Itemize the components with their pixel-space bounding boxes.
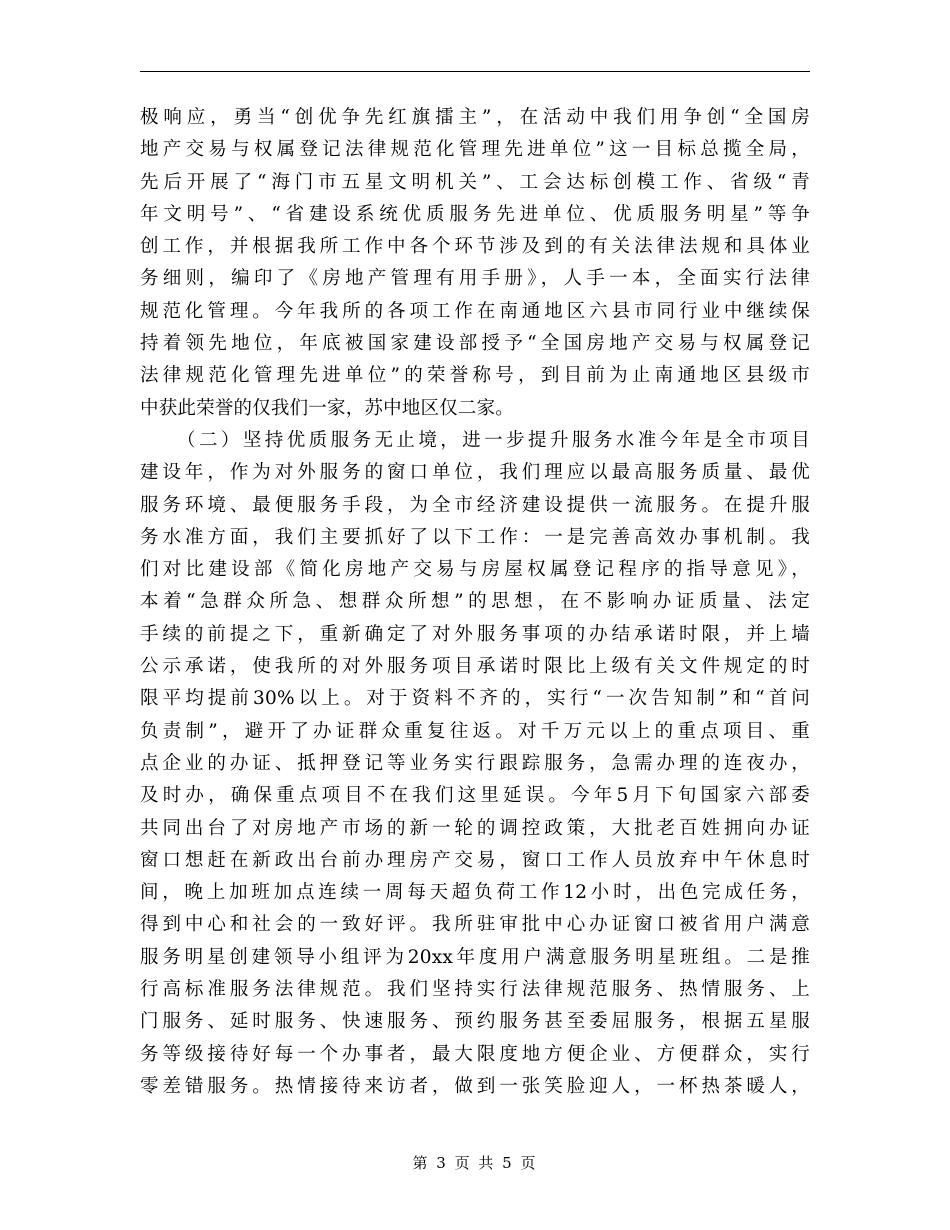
text-line: 建设年，作为对外服务的窗口单位，我们理应以最高服务质量、最优 (140, 462, 810, 484)
text-line: 持着领先地位，年底被国家建设部授予“全国房地产交易与权属登记 (140, 333, 810, 355)
text-line: 务细则，编印了《房地产管理有用手册》，人手一本，全面实行法律 (140, 268, 810, 290)
text-line: 手续的前提之下，重新确定了对外服务事项的办结承诺时限，并上墙 (140, 623, 810, 645)
text-line: 零差错服务。热情接待来访者，做到一张笑脸迎人，一杯热茶暖人， (140, 1075, 810, 1097)
text-line: 间，晚上加班加点连续一周每天超负荷工作12小时，出色完成任务， (140, 882, 810, 904)
text-line: 规范化管理。今年我所的各项工作在南通地区六县市同行业中继续保 (140, 300, 810, 322)
document-body (140, 102, 810, 1103)
text-line: 务水准方面，我们主要抓好了以下工作：一是完善高效办事机制。我 (140, 526, 810, 548)
section-heading-line: （二）坚持优质服务无止境，进一步提升服务水准今年是全市项目 (177, 429, 810, 451)
text-line: 窗口想赶在新政出台前办理房产交易，窗口工作人员放弃中午休息时 (140, 849, 810, 871)
header-rule (140, 71, 810, 72)
text-line: 得到中心和社会的一致好评。我所驻审批中心办证窗口被省用户满意 (140, 914, 810, 936)
text-line: 共同出台了对房地产市场的新一轮的调控政策，大批老百姓拥向办证 (140, 817, 810, 839)
text-line: 务等级接待好每一个办事者，最大限度地方便企业、方便群众，实行 (140, 1043, 810, 1065)
text-line: 门服务、延时服务、快速服务、预约服务甚至委屈服务，根据五星服 (140, 1011, 810, 1033)
text-line: 公示承诺，使我所的对外服务项目承诺时限比上级有关文件规定的时 (140, 656, 810, 678)
text-line: 服务环境、最便服务手段，为全市经济建设提供一流服务。在提升服 (140, 494, 810, 516)
text-line: 地产交易与权属登记法律规范化管理先进单位”这一目标总揽全局， (140, 139, 810, 161)
text-line: 点企业的办证、抵押登记等业务实行跟踪服务，急需办理的连夜办， (140, 752, 810, 774)
text-line: 负责制”，避开了办证群众重复往返。对千万元以上的重点项目、重 (140, 720, 810, 742)
text-line: 极响应，勇当“创优争先红旗擂主”，在活动中我们用争创“全国房 (140, 107, 810, 128)
text-line: 限平均提前30%以上。对于资料不齐的，实行“一次告知制”和“首问 (140, 688, 810, 710)
text-line: 中获此荣誉的仅我们一家，苏中地区仅二家。 (140, 397, 515, 419)
text-line: 及时办，确保重点项目不在我们这里延误。今年5月下旬国家六部委 (140, 785, 810, 807)
text-line: 先后开展了“海门市五星文明机关”、工会达标创模工作、省级“青 (140, 171, 810, 193)
text-line: 创工作，并根据我所工作中各个环节涉及到的有关法律法规和具体业 (140, 236, 810, 258)
text-line: 们对比建设部《简化房地产交易与房屋权属登记程序的指导意见》， (140, 559, 810, 581)
text-line: 行高标准服务法律规范。我们坚持实行法律规范服务、热情服务、上 (140, 979, 810, 1001)
page-number-footer: 第 3 页 共 5 页 (412, 1154, 538, 1172)
text-line: 本着“急群众所急、想群众所想”的思想，在不影响办证质量、法定 (140, 591, 810, 613)
text-line: 服务明星创建领导小组评为20xx年度用户满意服务明星班组。二是推 (140, 946, 810, 968)
text-line: 年文明号”、“省建设系统优质服务先进单位、优质服务明星”等争 (140, 203, 810, 225)
text-line: 法律规范化管理先进单位”的荣誉称号，到目前为止南通地区县级市 (140, 365, 810, 387)
